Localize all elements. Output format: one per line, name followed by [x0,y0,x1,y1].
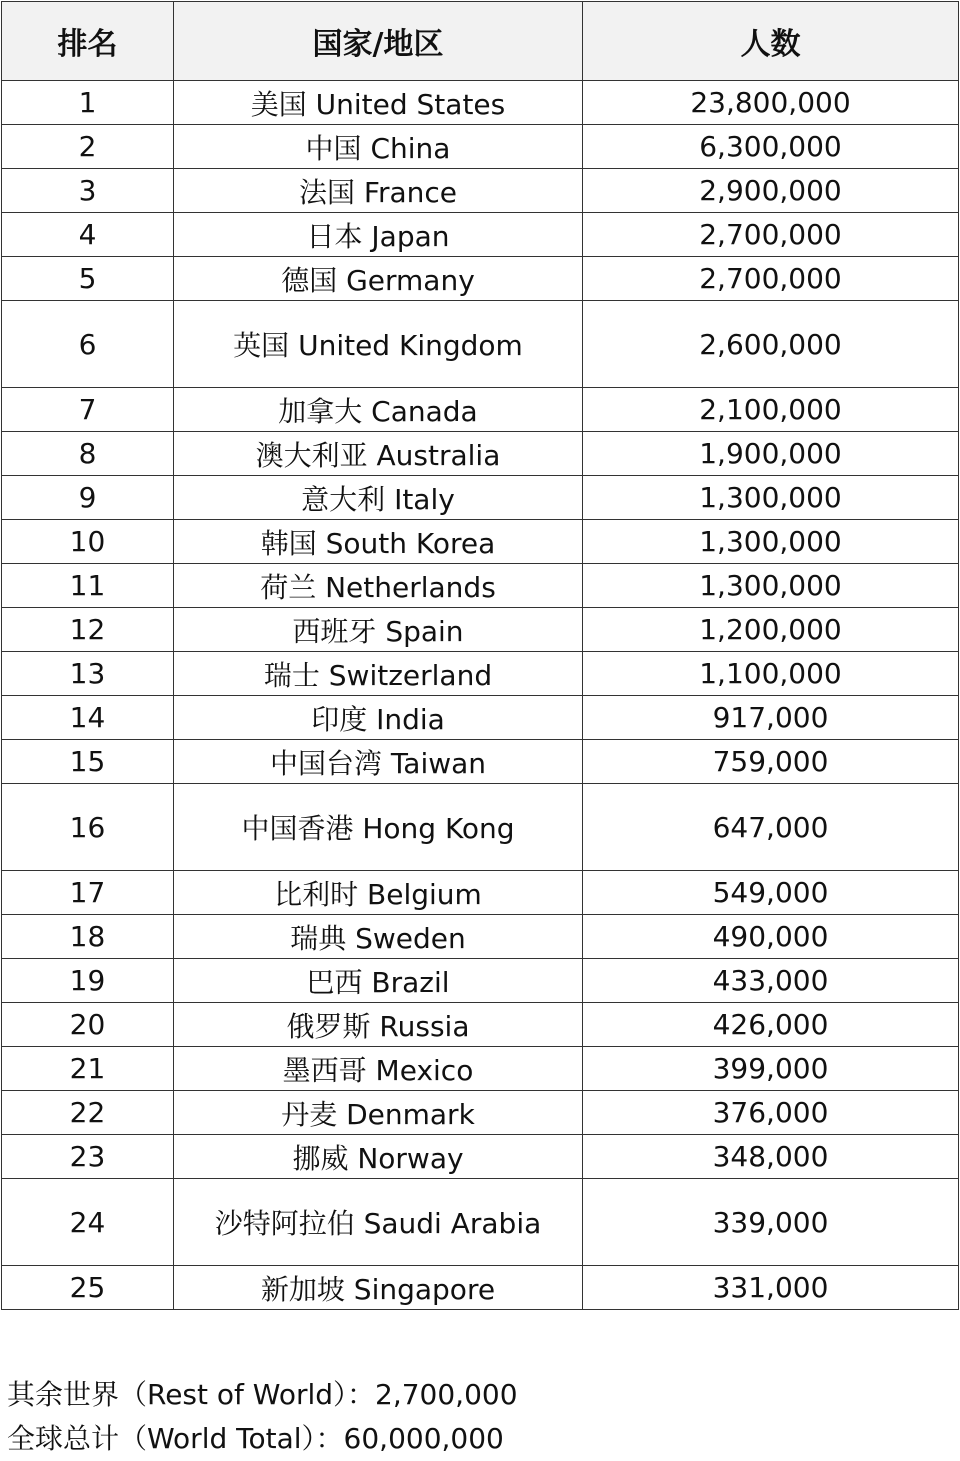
header-country: 国家/地区 [174,2,583,81]
country-cell: 瑞典 Sweden [174,915,583,959]
table-row [2,1091,959,1135]
ranking-table [1,1,959,1310]
table-row [2,432,959,476]
count-cell: 759,000 [583,740,959,784]
count-cell: 2,900,000 [583,169,959,213]
table-row [2,213,959,257]
rank-cell: 25 [2,1266,174,1310]
country-cell: 俄罗斯 Russia [174,1003,583,1047]
table-row [2,608,959,652]
count-cell: 2,700,000 [583,213,959,257]
rank-cell: 11 [2,564,174,608]
country-cell: 加拿大 Canada [174,388,583,432]
table-row [2,301,959,388]
rank-cell: 24 [2,1179,174,1266]
rank-cell: 3 [2,169,174,213]
rank-cell: 5 [2,257,174,301]
country-cell: 日本 Japan [174,213,583,257]
rank-cell: 22 [2,1091,174,1135]
count-cell: 6,300,000 [583,125,959,169]
country-cell: 意大利 Italy [174,476,583,520]
count-cell: 2,100,000 [583,388,959,432]
count-cell: 1,300,000 [583,564,959,608]
rest-of-world-total: 其余世界（Rest of World）：2,700,000 [7,1378,518,1411]
table-row [2,81,959,125]
count-cell: 1,900,000 [583,432,959,476]
table-row [2,1003,959,1047]
header-count: 人数 [583,2,959,81]
rank-cell: 1 [2,81,174,125]
country-cell: 挪威 Norway [174,1135,583,1179]
country-cell: 德国 Germany [174,257,583,301]
country-cell: 墨西哥 Mexico [174,1047,583,1091]
count-cell: 2,600,000 [583,301,959,388]
rank-cell: 17 [2,871,174,915]
count-cell: 399,000 [583,1047,959,1091]
table-row [2,476,959,520]
country-cell: 西班牙 Spain [174,608,583,652]
country-cell: 澳大利亚 Australia [174,432,583,476]
summary-block [7,1373,518,1461]
rank-cell: 9 [2,476,174,520]
rank-cell: 12 [2,608,174,652]
country-cell: 美国 United States [174,81,583,125]
table-row [2,871,959,915]
table-row [2,1047,959,1091]
table-header [2,2,959,81]
count-cell: 376,000 [583,1091,959,1135]
rank-cell: 18 [2,915,174,959]
count-cell: 348,000 [583,1135,959,1179]
count-cell: 1,100,000 [583,652,959,696]
table-row [2,388,959,432]
country-cell: 新加坡 Singapore [174,1266,583,1310]
count-cell: 1,300,000 [583,476,959,520]
country-cell: 沙特阿拉伯 Saudi Arabia [174,1179,583,1266]
rank-cell: 2 [2,125,174,169]
count-cell: 426,000 [583,1003,959,1047]
rank-cell: 19 [2,959,174,1003]
count-cell: 433,000 [583,959,959,1003]
table-row [2,784,959,871]
country-cell: 英国 United Kingdom [174,301,583,388]
count-cell: 2,700,000 [583,257,959,301]
table-row [2,1135,959,1179]
rank-cell: 8 [2,432,174,476]
country-cell: 韩国 South Korea [174,520,583,564]
country-cell: 中国台湾 Taiwan [174,740,583,784]
rank-cell: 10 [2,520,174,564]
header-rank: 排名 [2,2,174,81]
table-body [2,81,959,1310]
rank-cell: 13 [2,652,174,696]
rank-cell: 16 [2,784,174,871]
table-row [2,257,959,301]
table-row [2,959,959,1003]
count-cell: 490,000 [583,915,959,959]
country-cell: 法国 France [174,169,583,213]
rank-cell: 4 [2,213,174,257]
header-row [2,2,959,81]
count-cell: 331,000 [583,1266,959,1310]
table-row [2,740,959,784]
count-cell: 917,000 [583,696,959,740]
rank-cell: 20 [2,1003,174,1047]
table-row [2,1179,959,1266]
country-cell: 印度 India [174,696,583,740]
table-row [2,125,959,169]
country-cell: 丹麦 Denmark [174,1091,583,1135]
count-cell: 1,200,000 [583,608,959,652]
country-cell: 巴西 Brazil [174,959,583,1003]
count-cell: 339,000 [583,1179,959,1266]
rank-cell: 15 [2,740,174,784]
rank-cell: 23 [2,1135,174,1179]
count-cell: 647,000 [583,784,959,871]
country-cell: 荷兰 Netherlands [174,564,583,608]
country-cell: 中国 China [174,125,583,169]
table-row [2,1266,959,1310]
count-cell: 549,000 [583,871,959,915]
table-row [2,169,959,213]
world-total: 全球总计（World Total）：60,000,000 [7,1422,504,1455]
count-cell: 23,800,000 [583,81,959,125]
table-row [2,520,959,564]
rank-cell: 7 [2,388,174,432]
country-cell: 中国香港 Hong Kong [174,784,583,871]
table-row [2,564,959,608]
count-cell: 1,300,000 [583,520,959,564]
country-cell: 比利时 Belgium [174,871,583,915]
rank-cell: 14 [2,696,174,740]
rank-cell: 21 [2,1047,174,1091]
table-row [2,915,959,959]
table-row [2,652,959,696]
country-cell: 瑞士 Switzerland [174,652,583,696]
rank-cell: 6 [2,301,174,388]
table-row [2,696,959,740]
